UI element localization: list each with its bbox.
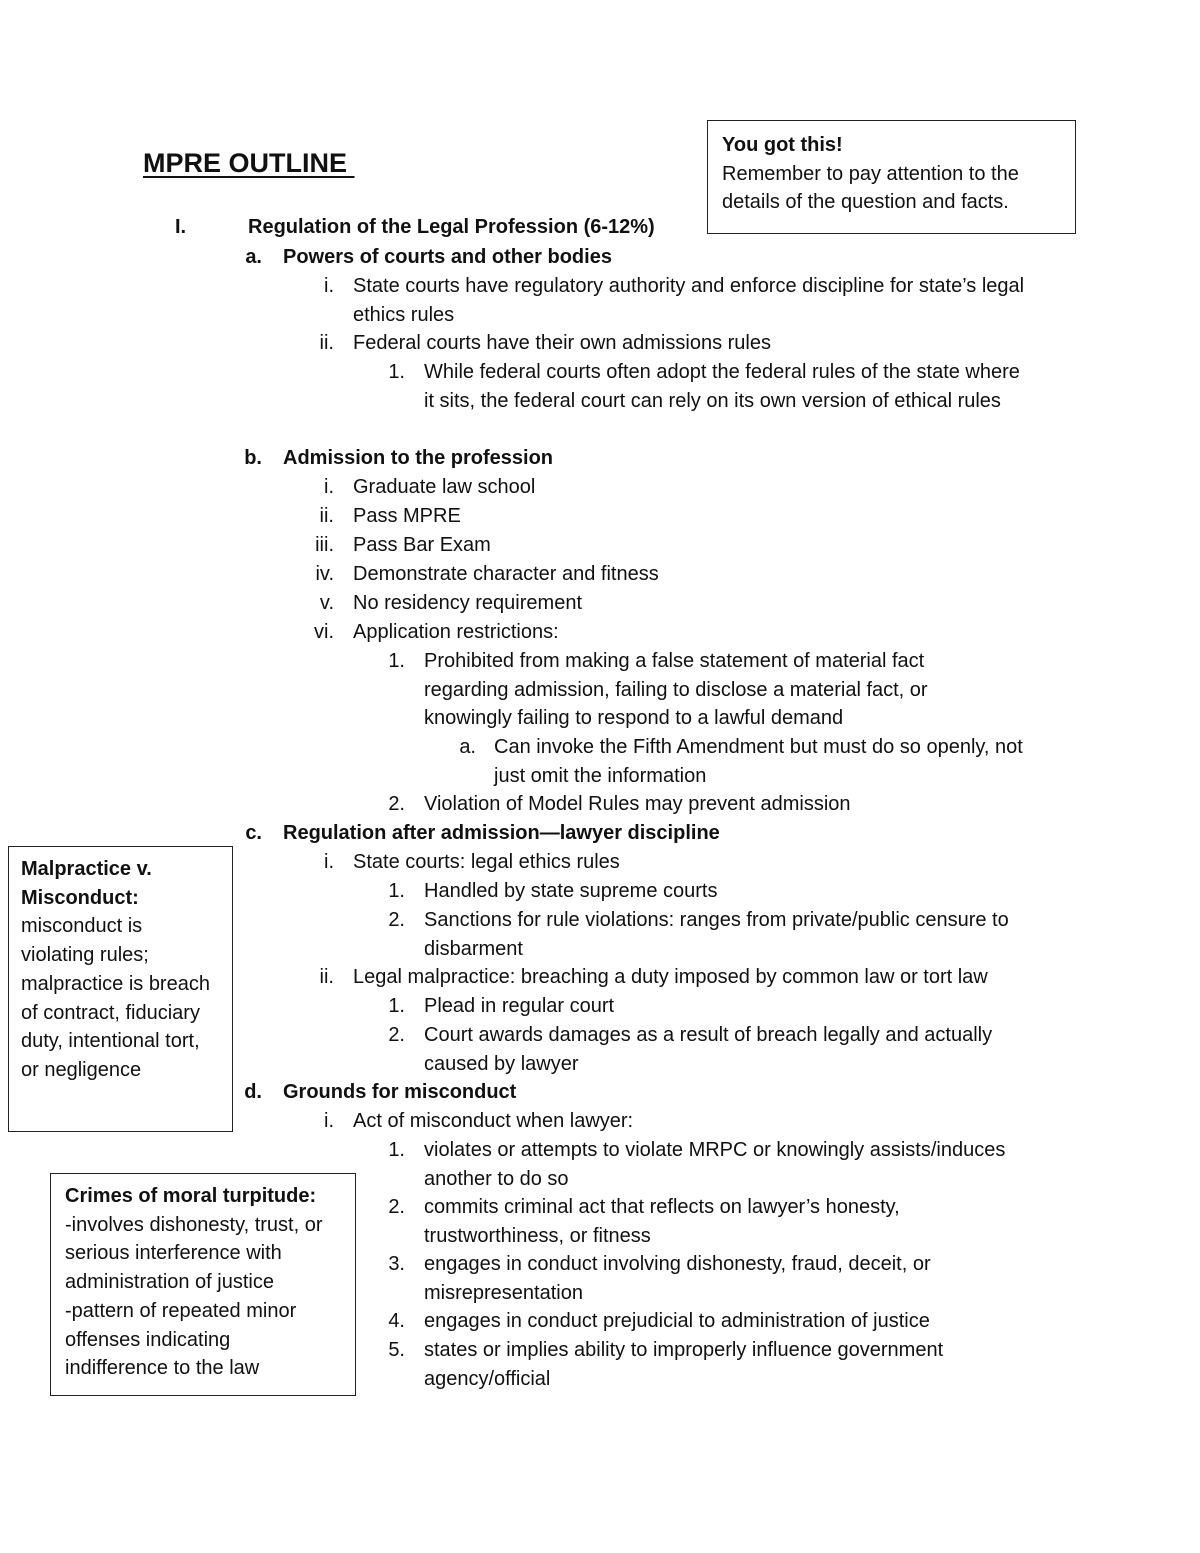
list-item-text: State courts have regulatory authority and enforce discipline for state’s legal ethics rules [353,275,1025,326]
list-marker: a. [459,736,476,758]
list-item-text: Plead in regular court [424,995,615,1017]
list-item-text: Pass Bar Exam [353,534,491,556]
list-marker: ii. [319,505,334,527]
moral-turpitude-callout [50,1173,356,1396]
list-marker: i. [324,476,334,498]
list-item-text: Graduate law school [353,476,536,498]
list-marker: c. [245,822,262,844]
list-item-text: states or implies ability to improperly influence government agency/official [424,1339,944,1390]
page-title: MPRE OUTLINE [143,148,355,178]
list-marker: v. [319,592,334,614]
list-item-text: While federal courts often adopt the federal rules of the state where it sits, the federal court can rely on its own version of ethical rules [424,361,1020,412]
list-marker: 2. [388,1196,405,1218]
list-item [0,329,1200,358]
callout-heading: Malpractice v. Misconduct: [21,858,152,909]
list-marker: 2. [388,1024,405,1046]
list-item [0,589,1200,618]
list-item [0,358,1200,444]
list-item-text: engages in conduct involving dishonesty, fraud, deceit, or misrepresentation [424,1253,931,1304]
list-marker: iv. [315,563,334,585]
callout-text: -pattern of repeated minor offenses indicating indifference to the law [65,1299,297,1380]
item-heading: Powers of courts and other bodies [283,246,612,268]
list-marker: a. [245,246,262,268]
callout-text: -involves dishonesty, trust, or serious interference with administration of justice [65,1213,323,1294]
list-marker: i. [324,275,334,297]
list-marker: 5. [388,1339,405,1361]
list-marker: vi. [314,621,334,643]
list-item-text: Sanctions for rule violations: ranges from private/public censure to disbarment [424,909,1009,960]
list-item-text: Demonstrate character and fitness [353,563,659,585]
list-marker: iii. [315,534,334,556]
list-marker: 1. [388,361,405,383]
list-item-text: Act of misconduct when lawyer: [353,1110,634,1132]
outline-item-b [0,444,1200,473]
list-item [0,647,1200,733]
outline-item-a [0,243,1200,272]
list-marker: ii. [319,966,334,988]
list-item-text: Can invoke the Fifth Amendment but must do so openly, not just omit the information [494,736,1023,787]
list-item [0,473,1200,502]
callout-text: Remember to pay attention to the details of the question and facts. [722,162,1019,214]
list-item [0,272,1200,329]
list-marker: I. [175,216,187,238]
list-item [0,618,1200,647]
list-marker: 3. [388,1253,405,1275]
malpractice-callout [8,846,233,1132]
list-marker: 1. [388,1139,405,1161]
callout-heading: Crimes of moral turpitude: [65,1185,317,1207]
list-item-text: No residency requirement [353,592,582,614]
list-item-text: engages in conduct prejudicial to administration of justice [424,1310,930,1332]
item-heading: Regulation after admission—lawyer discipline [283,822,720,844]
list-marker: 1. [388,995,405,1017]
list-item-text: Legal malpractice: breaching a duty imposed by common law or tort law [353,966,988,988]
list-marker: d. [244,1081,262,1103]
list-marker: 1. [388,880,405,902]
list-marker: i. [324,1110,334,1132]
encouragement-callout [707,120,1076,234]
item-heading: Grounds for misconduct [283,1081,517,1103]
list-marker: 2. [388,793,405,815]
list-marker: b. [244,447,262,469]
callout-heading: You got this! [722,134,843,156]
item-heading: Admission to the profession [283,447,554,469]
list-item-text: Federal courts have their own admissions rules [353,332,771,354]
list-item-text: Pass MPRE [353,505,461,527]
list-item-text: violates or attempts to violate MRPC or knowingly assists/induces another to do so [424,1139,1006,1190]
list-item [0,502,1200,531]
list-marker: 4. [388,1310,405,1332]
list-item-text: Violation of Model Rules may prevent admission [424,793,851,815]
list-item-text: Handled by state supreme courts [424,880,718,902]
list-item-text: Application restrictions: [353,621,559,643]
list-item-text: commits criminal act that reflects on lawyer’s honesty, trustworthiness, or fitness [424,1196,900,1247]
callout-text: misconduct is violating rules; malpractice is breach of contract, fiduciary duty, intentional tort, or negligence [21,915,210,1081]
outline-item-c [0,819,1200,848]
list-item-text: Prohibited from making a false statement of material fact regarding admission, failing to disclose a material fact, or knowingly failing to respond to a lawful demand [424,650,928,730]
list-item [0,733,1200,790]
list-marker: ii. [319,332,334,354]
section-heading: Regulation of the Legal Profession (6-12%) [248,216,655,238]
list-marker: 2. [388,909,405,931]
list-marker: i. [324,851,334,873]
list-item-text: Court awards damages as a result of breach legally and actually caused by lawyer [424,1024,993,1075]
list-item [0,790,1200,819]
list-item [0,560,1200,589]
list-item [0,531,1200,560]
list-marker: 1. [388,650,405,672]
list-item-text: State courts: legal ethics rules [353,851,620,873]
